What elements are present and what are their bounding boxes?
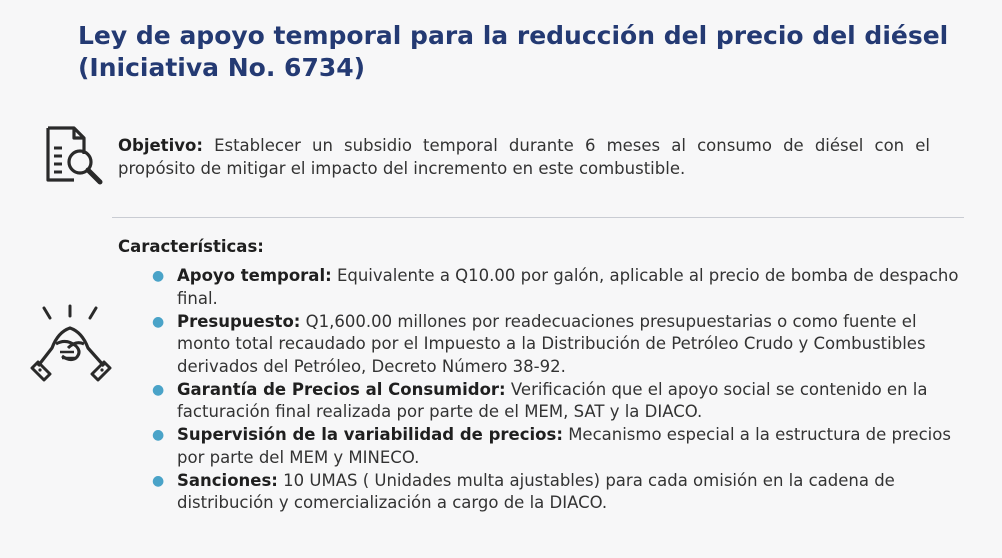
item-text: Verificación que el apoyo social se contenido en la facturación final realizada por parte de el MEM, SAT y la DIACO. [177, 379, 928, 421]
bullet-icon: ● [152, 268, 165, 284]
characteristics-list [150, 265, 960, 515]
objective-label: Objetivo: [118, 136, 203, 155]
title-line-1: Ley de apoyo temporal para la reducción del precio del diésel [78, 21, 949, 50]
item-label: Supervisión de la variabilidad de precios: [177, 425, 563, 444]
page-title [78, 20, 978, 84]
item-text: Mecanismo especial a la estructura de precios por parte del MEM y MINECO. [177, 425, 951, 467]
item-text: Equivalente a Q10.00 por galón, aplicable al precio de bomba de despacho final. [177, 266, 959, 308]
list-item [150, 311, 960, 379]
item-label: Apoyo temporal: [177, 266, 332, 285]
bullet-icon: ● [152, 472, 165, 489]
item-label: Presupuesto: [177, 311, 301, 331]
item-label: Garantía de Precios al Consumidor: [177, 379, 506, 399]
list-item [150, 379, 960, 424]
item-label: Sanciones: [177, 470, 278, 490]
title-line-2: (Iniciativa No. 6734) [78, 53, 366, 82]
item-text: Q1,600.00 millones por readecuaciones presupuestarias o como fuente el monto total recaudado por el Impuesto a la Distribución de Petróleo Crudo y Combustibles derivados del Petróleo, Decreto Número 38-92. [177, 311, 926, 376]
objective-paragraph [118, 134, 930, 180]
bullet-icon: ● [152, 427, 165, 443]
characteristics-heading: Características: [118, 237, 264, 256]
item-text: 10 UMAS ( Unidades multa ajustables) para cada omisión en la cadena de distribución y comercialización a cargo de la DIACO. [177, 470, 895, 512]
list-item [150, 470, 960, 515]
objective-text: Establecer un subsidio temporal durante 6 meses al consumo de diésel con el propósito de mitigar el impacto del incremento en este combustible. [118, 136, 930, 178]
bullet-icon: ● [152, 313, 165, 330]
list-item [150, 424, 960, 469]
bullet-icon: ● [152, 381, 165, 398]
section-divider [112, 217, 964, 218]
list-item [150, 265, 960, 310]
clasped-hands-icon [30, 304, 112, 390]
document-search-icon [40, 124, 106, 186]
